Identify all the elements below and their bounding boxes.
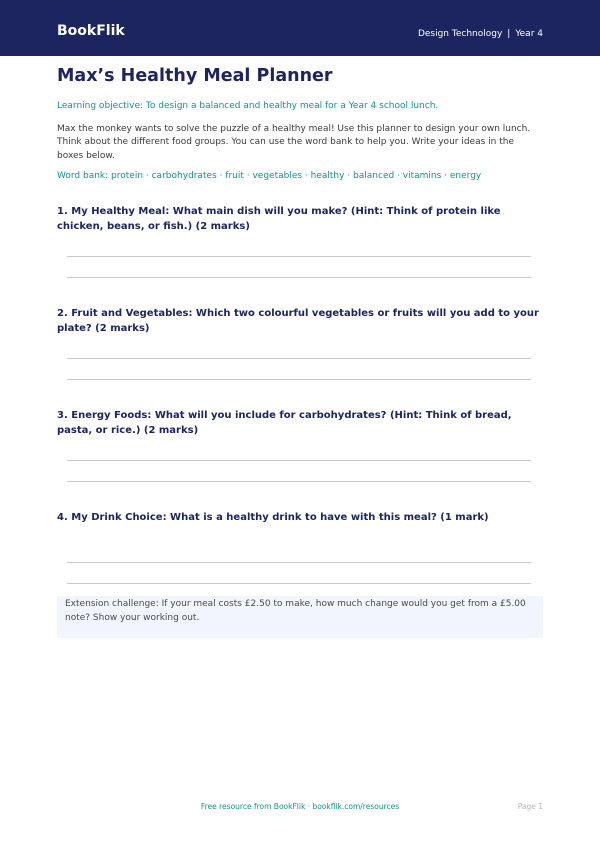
word-bank: Word bank: protein · carbohydrates · fruit · vegetables · healthy · balanced · vitamins · energy [57, 171, 482, 182]
extension-challenge-box [57, 596, 543, 638]
answer-line[interactable] [67, 562, 531, 563]
question-text: 1. My Healthy Meal: What main dish will you make? (Hint: Think of protein like chicken, beans, or fish.) (2 marks) [57, 206, 501, 233]
page-title: Max’s Healthy Meal Planner [57, 66, 333, 86]
intro-paragraph: Max the monkey wants to solve the puzzle of a healthy meal! Use this planner to design your own lunch. Think about the different food groups. You can use the word bank to help you. Write your ideas in the boxes below. [57, 124, 531, 161]
page-number: Page 1 [517, 802, 543, 811]
worksheet-body [57, 64, 543, 612]
question-3 [57, 408, 543, 510]
answer-line[interactable] [67, 481, 531, 482]
answer-line[interactable] [67, 583, 531, 584]
brand-logo: BookFlik [57, 23, 125, 39]
header-separator: | [507, 29, 511, 39]
year-label: Year 4 [515, 29, 543, 39]
subject-label: Design Technology [417, 29, 503, 39]
question-text: 2. Fruit and Vegetables: Which two colourful vegetables or fruits will you add to your plate? (2 marks) [57, 308, 539, 335]
answer-line[interactable] [67, 379, 531, 380]
answer-line[interactable] [67, 277, 531, 278]
footer-link[interactable]: Free resource from BookFlik · bookflik.com/resources [200, 802, 400, 811]
answer-line[interactable] [67, 256, 531, 257]
subject-year-label [418, 28, 543, 40]
extension-challenge-text: Extension challenge: If your meal costs £2.50 to make, how much change would you get from a £5.00 note? Show your working out. [65, 599, 526, 623]
learning-objective: Learning objective: To design a balanced and healthy meal for a Year 4 school lunch. [57, 101, 439, 111]
answer-line[interactable] [67, 460, 531, 461]
question-1 [57, 204, 543, 306]
question-2 [57, 306, 543, 408]
answer-area[interactable] [57, 256, 543, 306]
answer-area[interactable] [57, 358, 543, 408]
answer-line[interactable] [67, 358, 531, 359]
question-text: 4. My Drink Choice: What is a healthy drink to have with this meal? (1 mark) [57, 512, 489, 524]
top-banner [0, 0, 600, 56]
answer-area[interactable] [57, 460, 543, 510]
question-text: 3. Energy Foods: What will you include for carbohydrates? (Hint: Think of bread, pasta, or rice.) (2 marks) [57, 410, 512, 437]
